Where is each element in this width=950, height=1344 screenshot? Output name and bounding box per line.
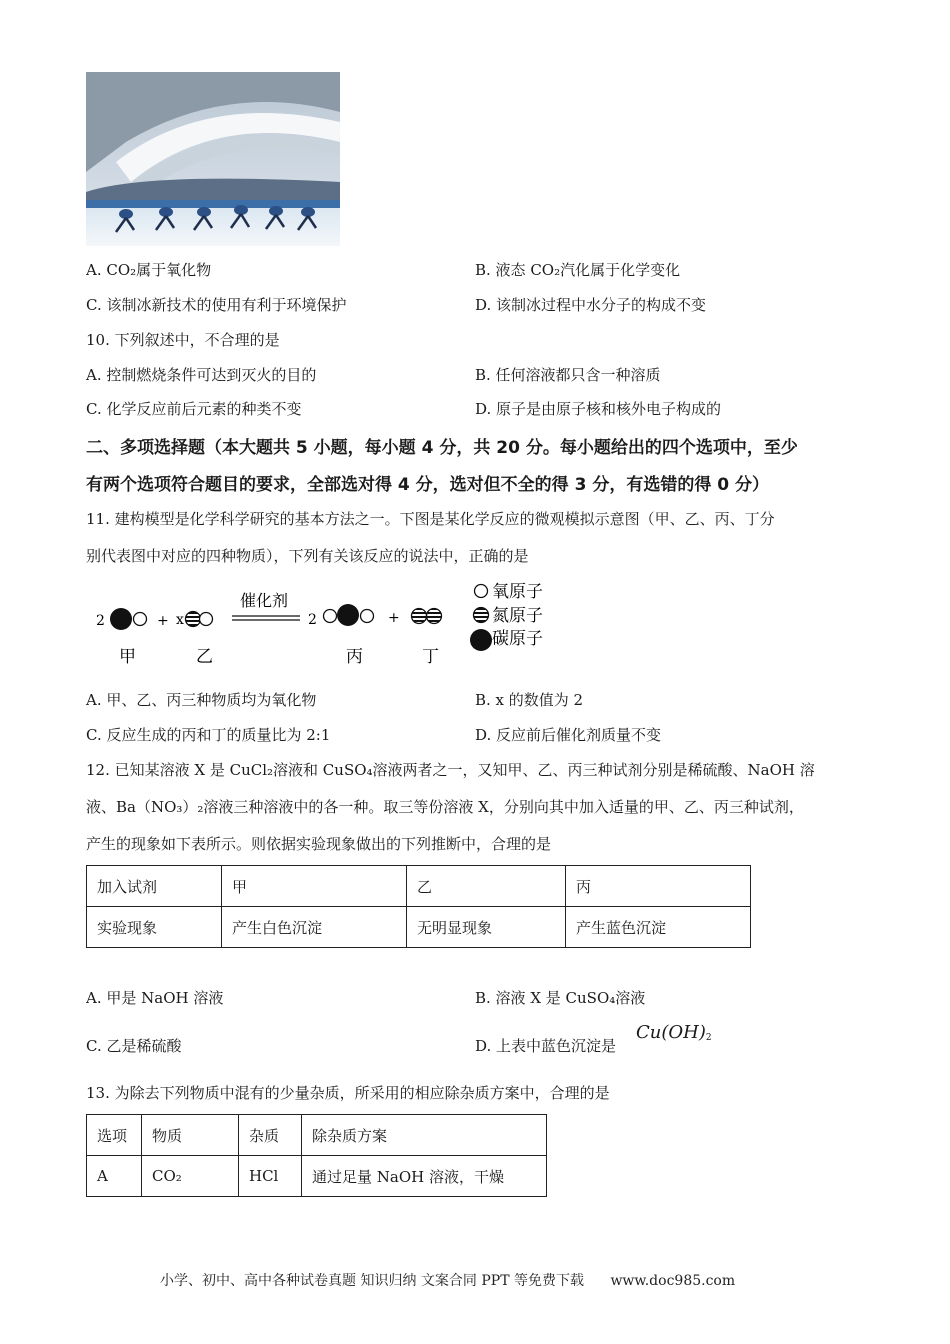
table-cell: 除杂质方案 — [302, 1115, 547, 1156]
q13-stem: 13. 为除去下列物质中混有的少量杂质，所采用的相应除杂质方案中，合理的是 — [86, 1084, 610, 1102]
table-row — [87, 1115, 547, 1156]
table-row — [87, 907, 751, 948]
label-jia: 甲 — [119, 647, 136, 667]
q11-option-d: D. 反应前后催化剂质量不变 — [475, 726, 662, 744]
table-cell: 产生白色沉淀 — [222, 907, 407, 948]
table-cell: 乙 — [407, 866, 566, 907]
legend-nitrogen-icon — [474, 608, 489, 623]
table-cell: A — [87, 1156, 142, 1197]
table-cell: 加入试剂 — [87, 866, 222, 907]
legend-oxygen-label: 氧原子 — [492, 582, 543, 602]
table-cell: 无明显现象 — [407, 907, 566, 948]
formula-main: Cu(OH) — [636, 1022, 706, 1043]
q13-table — [86, 1114, 547, 1197]
table-cell: 实验现象 — [87, 907, 222, 948]
carbon-atom — [110, 608, 132, 630]
coefficient-2-bing: 2 — [308, 612, 317, 628]
oxygen-atom — [324, 610, 337, 623]
table-cell: CO₂ — [142, 1156, 239, 1197]
ice-rink-photo — [86, 72, 340, 246]
plus-sign: + — [388, 610, 400, 626]
plus-sign: + — [157, 613, 169, 629]
legend-nitrogen-label: 氮原子 — [492, 606, 543, 626]
q10-option-c: C. 化学反应前后元素的种类不变 — [86, 400, 302, 418]
q11-option-b: B. x 的数值为 2 — [475, 691, 584, 709]
catalyst-label: 催化剂 — [240, 591, 289, 610]
q12-stem-line1: 12. 已知某溶液 X 是 CuCl₂溶液和 CuSO₄溶液两者之一，又知甲、乙、丙三种试剂分别是稀硫酸、NaOH 溶 — [86, 761, 815, 779]
label-yi: 乙 — [196, 647, 213, 667]
table-cell: 甲 — [222, 866, 407, 907]
copper-hydroxide-formula — [636, 1022, 712, 1043]
table-cell: 通过足量 NaOH 溶液，干燥 — [302, 1156, 547, 1197]
legend-oxygen-icon — [475, 585, 488, 598]
q12-option-d: D. 上表中蓝色沉淀是 — [475, 1037, 617, 1055]
q9-option-c: C. 该制冰新技术的使用有利于环境保护 — [86, 296, 347, 314]
table-cell: 杂质 — [239, 1115, 302, 1156]
q11-stem-line2: 别代表图中对应的四种物质），下列有关该反应的说法中，正确的是 — [86, 547, 529, 565]
q10-stem: 10. 下列叙述中，不合理的是 — [86, 331, 280, 349]
nitrogen-atom — [412, 609, 427, 624]
q10-option-b: B. 任何溶液都只含一种溶质 — [475, 366, 661, 384]
table-row — [87, 1156, 547, 1197]
nitrogen-atom — [427, 609, 442, 624]
q11-option-a: A. 甲、乙、丙三种物质均为氧化物 — [86, 691, 317, 709]
oxygen-atom — [200, 613, 213, 626]
table-cell: 物质 — [142, 1115, 239, 1156]
q9-option-a: A. CO₂属于氧化物 — [86, 261, 212, 279]
coefficient-x-yi: x — [176, 612, 184, 628]
reaction-diagram — [86, 576, 566, 676]
formula-subscript: 2 — [705, 1033, 712, 1043]
footer-url[interactable]: www.doc985.com — [610, 1273, 736, 1289]
footer-text: 小学、初中、高中各种试卷真题 知识归纳 文案合同 PPT 等免费下载 — [160, 1273, 584, 1289]
table-cell: 丙 — [566, 866, 751, 907]
q12-stem-line2: 液、Ba（NO₃）₂溶液三种溶液中的各一种。取三等份溶液 X，分别向其中加入适量的甲、乙、丙三种试剂， — [86, 798, 804, 816]
legend-carbon-icon — [470, 629, 492, 651]
q10-option-d: D. 原子是由原子核和核外电子构成的 — [475, 400, 722, 418]
label-bing: 丙 — [346, 647, 363, 667]
carbon-atom — [337, 604, 359, 626]
oxygen-atom — [134, 613, 147, 626]
q12-option-a: A. 甲是 NaOH 溶液 — [86, 989, 224, 1007]
section2-heading-line2: 有两个选项符合题目的要求，全部选对得 4 分，选对但不全的得 3 分，有选错的得 0 分） — [86, 475, 769, 495]
q10-option-a: A. 控制燃烧条件可达到灭火的目的 — [86, 366, 317, 384]
q11-stem-line1: 11. 建构模型是化学科学研究的基本方法之一。下图是某化学反应的微观模拟示意图（甲、乙、丙、丁分 — [86, 510, 775, 528]
oxygen-atom — [361, 610, 374, 623]
label-ding: 丁 — [422, 647, 439, 667]
section2-heading-line1: 二、多项选择题（本大题共 5 小题，每小题 4 分，共 20 分。每小题给出的四个选项中，至少 — [86, 438, 798, 458]
q12-table — [86, 865, 751, 948]
q12-option-b: B. 溶液 X 是 CuSO₄溶液 — [475, 989, 646, 1007]
coefficient-2-jia: 2 — [96, 613, 105, 629]
table-cell: HCl — [239, 1156, 302, 1197]
q12-stem-line3: 产生的现象如下表所示。则依据实验现象做出的下列推断中，合理的是 — [86, 835, 552, 853]
legend-carbon-label: 碳原子 — [492, 629, 543, 649]
q12-option-c: C. 乙是稀硫酸 — [86, 1037, 182, 1055]
table-cell: 选项 — [87, 1115, 142, 1156]
q11-option-c: C. 反应生成的丙和丁的质量比为 2:1 — [86, 726, 331, 744]
nitrogen-atom — [186, 612, 201, 627]
table-row — [87, 866, 751, 907]
page-footer — [160, 1270, 735, 1290]
q9-option-d: D. 该制冰过程中水分子的构成不变 — [475, 296, 707, 314]
q9-option-b: B. 液态 CO₂汽化属于化学变化 — [475, 261, 681, 279]
table-cell: 产生蓝色沉淀 — [566, 907, 751, 948]
